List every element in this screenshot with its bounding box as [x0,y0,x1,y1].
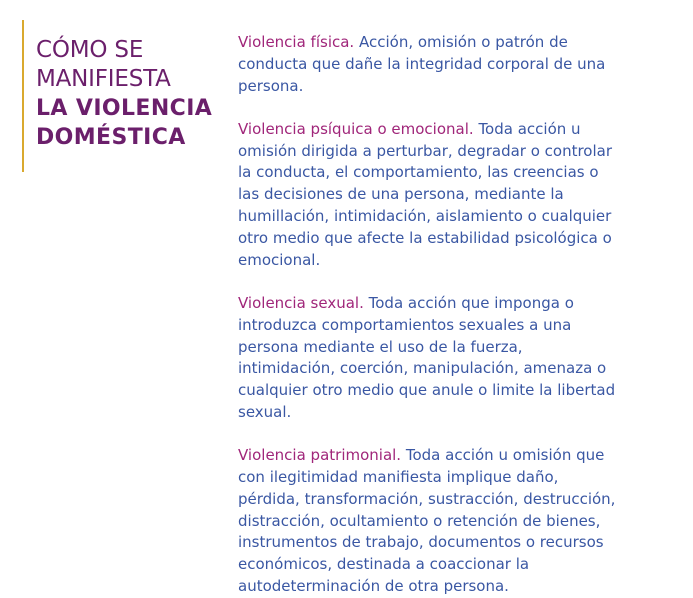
heading-accent-bar [22,20,24,172]
definition-term: Violencia psíquica o emocional. [238,119,474,138]
definition-term: Violencia sexual. [238,293,364,312]
heading-line-4: DOMÉSTICA [36,125,186,150]
definition-patrimonial [238,445,623,598]
definition-term: Violencia patrimonial. [238,446,402,465]
section-heading [36,36,226,152]
definition-text: Toda acción u omisión que con ilegitimidad manifiesta implique daño, pérdida, transformación, sustracción, destrucción, distracción, ocultamiento o retención de bienes, instrumentos de trabajo, documentos o recursos económicos, destinada a coaccionar la autodeterminación de otra persona. [238,446,616,596]
definition-text: Toda acción u omisión dirigida a perturbar, degradar o controlar la conducta, el comportamiento, las creencias o las decisiones de una persona, mediante la humillación, intimidación, aislamiento o cualquier otro medio que afecte la estabilidad psicológica o emocional. [238,119,613,269]
heading-line-1: CÓMO SE [36,37,144,63]
definition-physical [238,32,623,97]
definitions-list [238,32,623,598]
definition-term: Violencia física. [238,33,355,51]
definition-psychological [238,119,623,272]
definition-sexual [238,293,623,424]
definition-text: Acción, omisión o patrón de conducta que dañe la integridad corporal de una persona. [238,33,606,95]
heading-line-3: LA VIOLENCIA [36,96,213,121]
definition-text: Toda acción que imponga o introduzca comportamientos sexuales a una persona mediante el uso de la fuerza, intimidación, coerción, manipulación, amenaza o cualquier otro medio que anule o limite la libertad sexual. [238,293,616,421]
heading-line-2: MANIFIESTA [36,66,171,92]
